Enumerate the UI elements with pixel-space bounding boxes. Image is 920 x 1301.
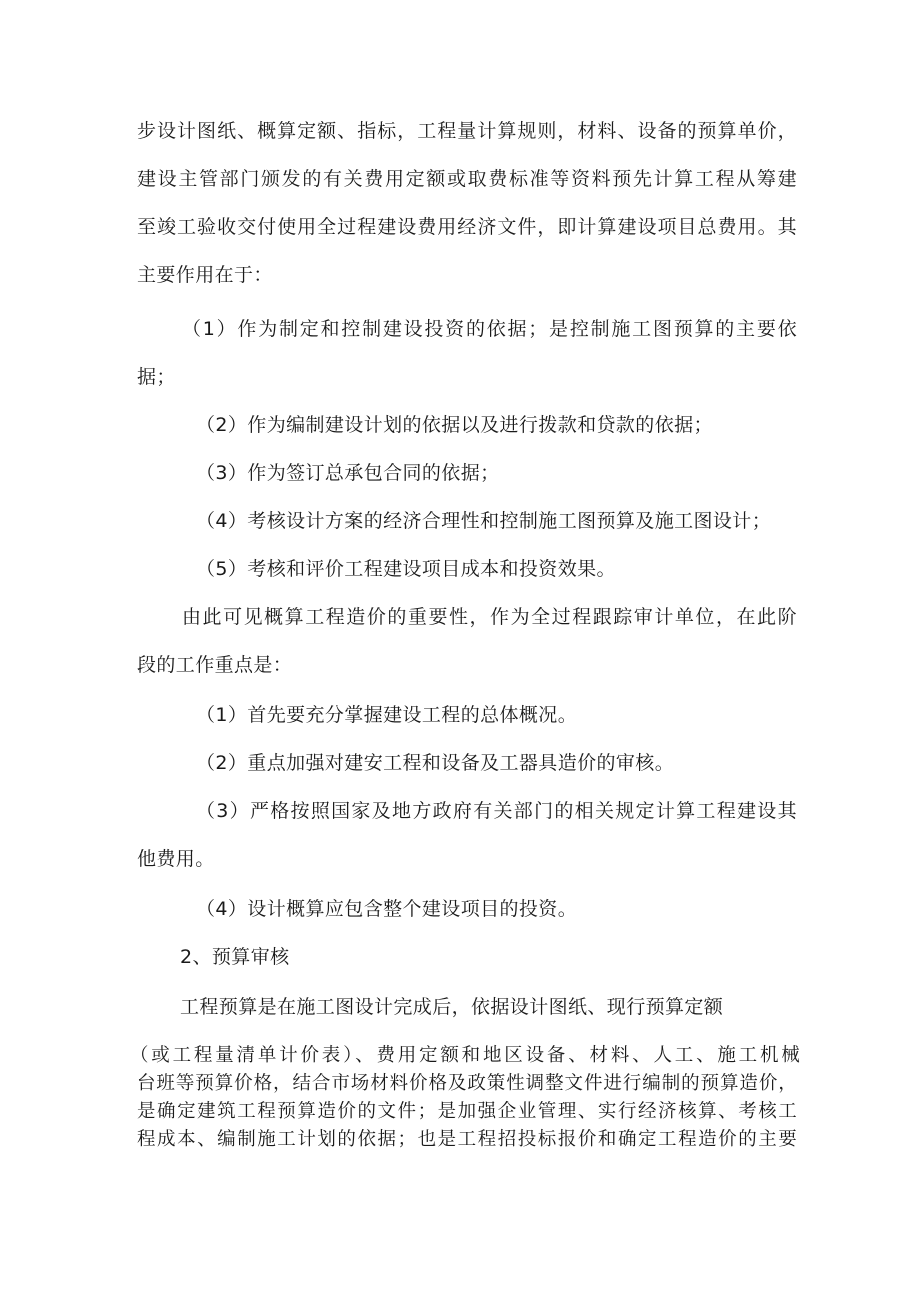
text-line: 是确定建筑工程预算造价的文件；是加强企业管理、实行经济核算、考核工	[137, 1101, 797, 1122]
text-line: 台班等预算价格，结合市场材料价格及政策性调整文件进行编制的预算造价，	[137, 1073, 797, 1094]
text-line: 至竣工验收交付使用全过程建设费用经济文件，即计算建设项目总费用。其	[137, 216, 797, 238]
text-line: 建设主管部门颁发的有关费用定额或取费标准等资料预先计算工程从筹建	[137, 168, 797, 190]
list-item: （1）首先要充分掌握建设工程的总体概况。	[196, 704, 578, 726]
text-line: 主要作用在于：	[137, 264, 273, 286]
paragraph-line: 由此可见概算工程造价的重要性，作为全过程跟踪审计单位，在此阶	[182, 606, 797, 628]
paragraph-line: 工程预算是在施工图设计完成后，依据设计图纸、现行预算定额	[180, 996, 724, 1018]
list-item: （4）设计概算应包含整个建设项目的投资。	[196, 898, 578, 920]
text-line: 据；	[137, 366, 176, 388]
list-item: （2）作为编制建设计划的依据以及进行拨款和贷款的依据；	[196, 414, 713, 436]
list-item: （5）考核和评价工程建设项目成本和投资效果。	[196, 558, 616, 580]
list-item: （1）作为制定和控制建设投资的依据；是控制施工图预算的主要依	[182, 318, 797, 340]
text-line: 段的工作重点是：	[137, 654, 293, 676]
text-line: 程成本、编制施工计划的依据；也是工程招投标报价和确定工程造价的主要	[137, 1129, 797, 1150]
text-line: 他费用。	[137, 848, 215, 870]
text-line: 步设计图纸、概算定额、指标，工程量计算规则，材料、设备的预算单价，	[137, 120, 797, 142]
section-heading: 2、预算审核	[180, 946, 290, 968]
list-item: （2）重点加强对建安工程和设备及工器具造价的审核。	[196, 752, 675, 774]
text-line: （或工程量清单计价表）、费用定额和地区设备、材料、人工、施工机械	[130, 1045, 800, 1066]
list-item: （3）作为签订总承包合同的依据；	[196, 462, 500, 484]
list-item: （3）严格按照国家及地方政府有关部门的相关规定计算工程建设其	[196, 800, 797, 822]
list-item: （4）考核设计方案的经济合理性和控制施工图预算及施工图设计；	[196, 510, 772, 532]
